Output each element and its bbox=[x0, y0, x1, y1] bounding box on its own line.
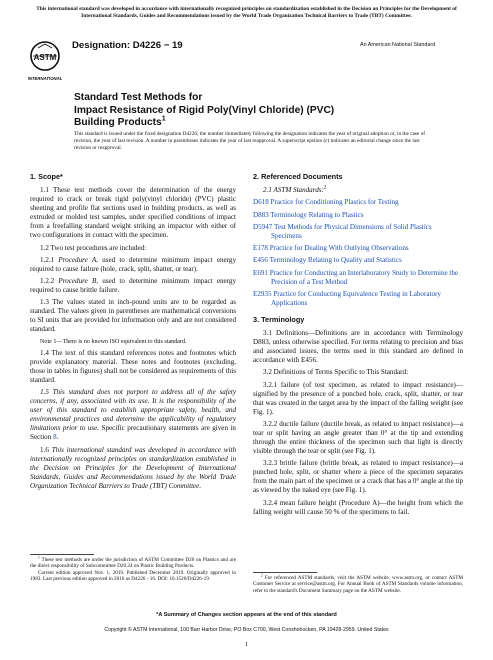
document-title bbox=[74, 92, 414, 130]
issued-note: This standard is issued under the fixed designation D4226; the number immediately following the designation indicates the year of original adoption or, in the case of revision, the year of last revision. A number in parentheses indicates the year of last reapproval. A superscript epsilon (ε) indicates an editorial change since the last revision or reapproval. bbox=[74, 131, 426, 151]
reference-item bbox=[253, 198, 463, 207]
terminology-heading: 3. Terminology bbox=[253, 314, 305, 324]
para-3-2-4: 3.2.4 mean failure height (Procedure A)—the height from which the falling weight will cause 50 % of the specimens to fail. bbox=[253, 498, 463, 516]
reference-item bbox=[253, 290, 463, 308]
designation: Designation: D4226 − 19 bbox=[72, 40, 183, 51]
reference-code-link[interactable]: D5947 bbox=[253, 222, 273, 231]
reference-item bbox=[253, 211, 463, 220]
top-notice: This international standard was developed in accordance with internationally recognized principles on standardization established in the Decision on Principles for the Development of International Standards, Guides and Recommendations issued by the World Trade Organization Technical Barriers to Trade (TBT) Committee. bbox=[36, 6, 457, 19]
para-1-6: 1.6 This international standard was developed in accordance with internationally recognized principles on standardization established in the Decision on Principles for the Development of International Standards, Guides and Recommendations issued by the World Trade Organization Technical Barriers to Trade (TBT) Committee. bbox=[30, 445, 236, 490]
para-1-2-2: 1.2.2 Procedure B, used to determine minimum impact energy required to cause brittle failure. bbox=[30, 277, 236, 295]
reference-item bbox=[253, 256, 463, 265]
note-1: Note 1—There is no known ISO equivalent to this standard. bbox=[40, 338, 187, 345]
reference-title: Terminology Relating to Plastics bbox=[270, 210, 364, 219]
para-3-2-3: 3.2.3 brittle failure (brittle break, as related to impact resistance)—a punched hole, split, or shatter where a piece of the specimen separates from the main part of the specimen or a crack that has a 0° angle at the tip as viewed by the naked eye (see Fig. 1). bbox=[253, 459, 463, 495]
referenced-docs-heading: 2. Referenced Documents bbox=[253, 172, 343, 181]
astm-logo bbox=[28, 40, 62, 86]
svg-text:ASTM: ASTM bbox=[33, 53, 57, 62]
svg-text:INTERNATIONAL: INTERNATIONAL bbox=[28, 76, 62, 81]
title-footnote-mark: 1 bbox=[161, 114, 166, 123]
para-3-2-2: 3.2.2 ductile failure (ductile break, as related to impact resistance)—a tear or split having an angle greater than 0° at the tip and extending through the entire thickness of the specimen such that light is directly visible through the tear or split (see Fig. 1). bbox=[253, 419, 463, 456]
org-label: An American National Standard bbox=[360, 42, 436, 48]
reference-title: Terminology Relating to Quality and Statistics bbox=[269, 256, 402, 265]
reference-title: Practice for Conditioning Plastics for Testing bbox=[270, 198, 399, 207]
copyright: Copyright © ASTM International, 100 Barr Harbor Drive, PO Box C700, West Conshohocken, PA 19428-2959. United States bbox=[104, 627, 389, 633]
left-column bbox=[30, 172, 236, 494]
title-line-3: Building Products bbox=[74, 117, 162, 129]
para-1-2-1: 1.2.1 Procedure A, used to determine minimum impact energy required to cause failure (hole, crack, split, shatter, or tear). bbox=[30, 255, 236, 273]
astm-standards-label: 2.1 ASTM Standards:$^2$ bbox=[263, 185, 327, 195]
reference-code-link[interactable]: E178 bbox=[253, 244, 268, 253]
footnote-2: $^2$ For referenced ASTM standards, visit the ASTM website, www.astm.org, or contact ASTM Customer Service at service@astm.org. For Annual Book of ASTM Standards volume information, refer to the standard's Document Summary page on the ASTM website. bbox=[253, 573, 463, 594]
reference-title: Practice for Dealing With Outlying Observations bbox=[269, 244, 409, 253]
para-1-4: 1.4 The text of this standard references notes and footnotes which provide explanatory material. These notes and footnotes (excluding, those in tables in figures) shall not be considered as requirements of this standard. bbox=[30, 348, 236, 385]
section-8-link[interactable]: 8 bbox=[53, 433, 57, 442]
para-3-2-1: 3.2.1 failure (of test specimen, as related to impact resistance)—signified by the presence of a punched hole, crack, split, shatter, or tear that was created in the target area by the impact of the falling weight (see Fig. 1). bbox=[253, 380, 463, 416]
para-1-1: 1.1 These test methods cover the determination of the energy required to crack or break rigid poly(vinyl chloride) (PVC) plastic sheeting and profile flat sections used in building products, as well as extruded or molded test samples, under specified conditions of impact from a freefalling standard weight striking an impactor with either of two configurations in contact with the specimen. bbox=[30, 186, 236, 240]
reference-item bbox=[253, 223, 463, 241]
reference-list bbox=[253, 198, 463, 308]
reference-title: Practice for Conducting an Interlaboratory Study to Determine the Precision of a Test Method bbox=[269, 268, 459, 286]
footnote-1: $^1$ These test methods are under the jurisdiction of ASTM Committee D20 on Plastics and are the direct responsibility of Subcommittee D20.24 on Plastic Building Products. Current edition approved Nov. 1, 2019. Published December 2019. Originally approved in 1983. Last previous edition approved in 2016 as D4226 - 16. DOI: 10.1520/D4226-19. bbox=[30, 555, 237, 583]
summary-note: *A Summary of Changes section appears at the end of this standard bbox=[156, 612, 337, 618]
para-1-3: 1.3 The values stated in inch-pound units are to be regarded as standard. The values given in parentheses are mathematical conversions to SI units that are provided for information only and are not considered standard. bbox=[30, 298, 236, 334]
reference-code-link[interactable]: E691 bbox=[253, 268, 268, 277]
reference-item bbox=[253, 269, 463, 287]
title-line-1: Standard Test Methods for bbox=[74, 92, 203, 103]
reference-code-link[interactable]: E456 bbox=[253, 256, 268, 265]
para-3-2: 3.2 Definitions of Terms Specific to This Standard: bbox=[263, 368, 409, 377]
right-column bbox=[253, 172, 463, 520]
reference-code-link[interactable]: D618 bbox=[253, 198, 269, 207]
para-1-5: 1.5 This standard does not purport to address all of the safety concerns, if any, associated with its use. It is the responsibility of the user of this standard to establish appropriate safety, health, and environmental practices and determine the applicability of regulatory limitations prior to use. Specific precautionary statements are given in Section 8. bbox=[30, 388, 236, 442]
para-1-2: 1.2 Two test procedures are included: bbox=[40, 243, 147, 252]
page-number: 1 bbox=[244, 641, 249, 648]
title-line-2: Impact Resistance of Rigid Poly(Vinyl Chloride) (PVC) bbox=[74, 104, 335, 116]
para-3-1: 3.1 Definitions—Definitions are in accordance with Terminology D883, unless otherwise specified. For terms relating to precision and bias and associated issues, the terms used in this standard are defined in accordance with E456. bbox=[253, 328, 463, 365]
reference-title: Test Methods for Physical Dimensions of Solid Plastics Specimens bbox=[271, 222, 432, 240]
reference-code-link[interactable]: D883 bbox=[253, 210, 269, 219]
reference-item bbox=[253, 244, 463, 253]
scope-heading: 1. Scope* bbox=[30, 172, 63, 181]
reference-title: Practice for Conducting Equivalence Testing in Laboratory Applications bbox=[271, 289, 441, 307]
reference-code-link[interactable]: E2935 bbox=[253, 289, 272, 298]
